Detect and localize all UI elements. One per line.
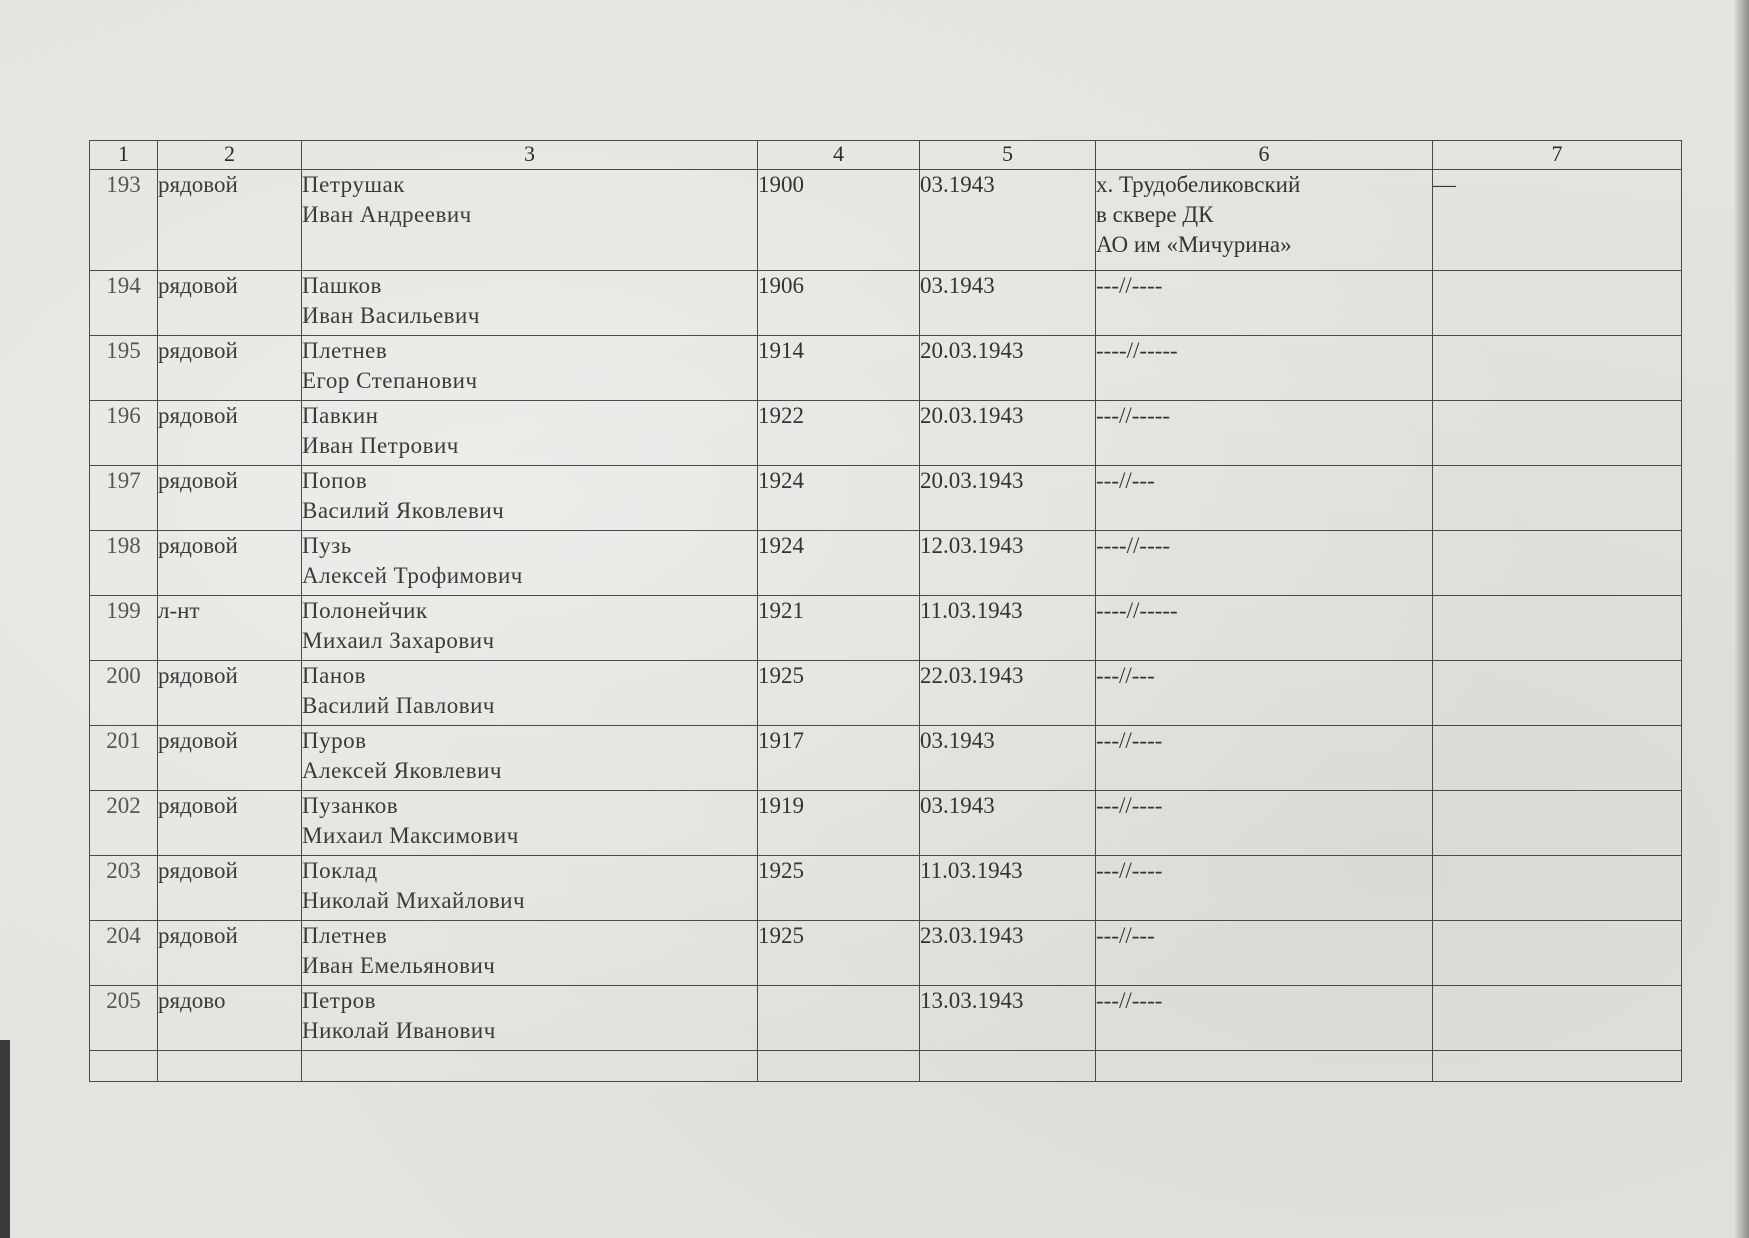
full-name	[302, 170, 758, 271]
note	[1433, 986, 1682, 1051]
birth-year: 1922	[758, 401, 920, 466]
note	[1433, 271, 1682, 336]
table-row	[90, 401, 1682, 466]
record-number: 203	[90, 856, 158, 921]
table-row	[90, 336, 1682, 401]
burial-place: ----//-----	[1096, 596, 1433, 661]
death-date: 20.03.1943	[920, 401, 1096, 466]
scan-edge-right	[1735, 0, 1749, 1238]
note	[1433, 726, 1682, 791]
record-number: 197	[90, 466, 158, 531]
birth-year: 1917	[758, 726, 920, 791]
death-date: 03.1943	[920, 791, 1096, 856]
full-name	[302, 466, 758, 531]
table-row	[90, 921, 1682, 986]
surname: Пашков	[302, 273, 382, 298]
full-name	[302, 856, 758, 921]
death-date: 03.1943	[920, 271, 1096, 336]
birth-year: 1925	[758, 856, 920, 921]
note	[1433, 596, 1682, 661]
column-header-5: 5	[920, 141, 1096, 170]
full-name	[302, 986, 758, 1051]
given-names: Николай Иванович	[302, 1018, 496, 1043]
military-rank: рядовой	[158, 401, 302, 466]
burial-place: ---//---	[1096, 466, 1433, 531]
table-row	[90, 170, 1682, 271]
burial-place: ---//----	[1096, 791, 1433, 856]
record-number: 202	[90, 791, 158, 856]
record-number: 195	[90, 336, 158, 401]
note	[1433, 661, 1682, 726]
record-number: 201	[90, 726, 158, 791]
column-header-7: 7	[1433, 141, 1682, 170]
burial-place-line: в сквере ДК	[1096, 202, 1214, 227]
record-number: 194	[90, 271, 158, 336]
given-names: Иван Андреевич	[302, 202, 472, 227]
military-rank: рядовой	[158, 661, 302, 726]
table-row	[90, 726, 1682, 791]
military-rank: рядовой	[158, 170, 302, 271]
note	[1433, 336, 1682, 401]
column-header-4: 4	[758, 141, 920, 170]
death-date: 03.1943	[920, 726, 1096, 791]
column-header-3: 3	[302, 141, 758, 170]
burial-place-line: АО им «Мичурина»	[1096, 232, 1292, 257]
surname: Петрушак	[302, 172, 405, 197]
military-rank: рядовой	[158, 336, 302, 401]
military-rank: рядовой	[158, 466, 302, 531]
burial-place: ----//-----	[1096, 336, 1433, 401]
column-header-1: 1	[90, 141, 158, 170]
surname: Петров	[302, 988, 377, 1013]
record-number: 199	[90, 596, 158, 661]
death-date: 23.03.1943	[920, 921, 1096, 986]
military-rank: рядовой	[158, 856, 302, 921]
surname: Панов	[302, 663, 366, 688]
birth-year: 1914	[758, 336, 920, 401]
death-date: 12.03.1943	[920, 531, 1096, 596]
full-name	[302, 596, 758, 661]
death-date: 03.1943	[920, 170, 1096, 271]
record-number: 196	[90, 401, 158, 466]
table-row	[90, 661, 1682, 726]
note	[1433, 466, 1682, 531]
burial-place: ---//-----	[1096, 401, 1433, 466]
table-row	[90, 271, 1682, 336]
table-row	[90, 856, 1682, 921]
birth-year: 1906	[758, 271, 920, 336]
burial-place: ---//----	[1096, 856, 1433, 921]
note	[1433, 791, 1682, 856]
military-rank: рядовой	[158, 791, 302, 856]
empty-cell	[1433, 1051, 1682, 1082]
birth-year: 1925	[758, 661, 920, 726]
military-rank: л-нт	[158, 596, 302, 661]
table-row	[90, 596, 1682, 661]
note	[1433, 921, 1682, 986]
record-number: 204	[90, 921, 158, 986]
record-number: 205	[90, 986, 158, 1051]
given-names: Алексей Трофимович	[302, 563, 523, 588]
full-name	[302, 336, 758, 401]
full-name	[302, 921, 758, 986]
empty-cell	[302, 1051, 758, 1082]
full-name	[302, 271, 758, 336]
death-date: 20.03.1943	[920, 336, 1096, 401]
record-number: 198	[90, 531, 158, 596]
given-names: Михаил Захарович	[302, 628, 495, 653]
note	[1433, 531, 1682, 596]
burial-place: ----//----	[1096, 531, 1433, 596]
empty-cell	[1096, 1051, 1433, 1082]
military-rank: рядовой	[158, 726, 302, 791]
birth-year: 1925	[758, 921, 920, 986]
table-row	[90, 791, 1682, 856]
empty-cell	[90, 1051, 158, 1082]
military-rank: рядовой	[158, 921, 302, 986]
surname: Попов	[302, 468, 368, 493]
birth-year: 1924	[758, 466, 920, 531]
given-names: Василий Яковлевич	[302, 498, 505, 523]
full-name	[302, 401, 758, 466]
surname: Пуров	[302, 728, 367, 753]
military-rank: рядовой	[158, 271, 302, 336]
burial-place: ---//----	[1096, 271, 1433, 336]
birth-year: 1924	[758, 531, 920, 596]
column-number-row	[90, 141, 1682, 170]
birth-year: 1921	[758, 596, 920, 661]
given-names: Егор Степанович	[302, 368, 478, 393]
table-row	[90, 986, 1682, 1051]
note	[1433, 856, 1682, 921]
burial-place: ---//----	[1096, 726, 1433, 791]
given-names: Иван Петрович	[302, 433, 459, 458]
burial-place	[1096, 170, 1433, 271]
column-header-2: 2	[158, 141, 302, 170]
given-names: Николай Михайлович	[302, 888, 526, 913]
given-names: Василий Павлович	[302, 693, 495, 718]
surname: Павкин	[302, 403, 379, 428]
record-number: 193	[90, 170, 158, 271]
full-name	[302, 791, 758, 856]
death-date: 11.03.1943	[920, 596, 1096, 661]
empty-cell	[920, 1051, 1096, 1082]
given-names: Михаил Максимович	[302, 823, 519, 848]
full-name	[302, 726, 758, 791]
military-rank: рядовой	[158, 531, 302, 596]
surname: Полонейчик	[302, 598, 428, 623]
given-names: Алексей Яковлевич	[302, 758, 502, 783]
note: —	[1433, 170, 1682, 271]
birth-year: 1919	[758, 791, 920, 856]
death-date: 22.03.1943	[920, 661, 1096, 726]
note	[1433, 401, 1682, 466]
surname: Пузанков	[302, 793, 399, 818]
death-date: 11.03.1943	[920, 856, 1096, 921]
surname: Плетнев	[302, 923, 388, 948]
burial-place: ---//---	[1096, 921, 1433, 986]
burial-place: ---//----	[1096, 986, 1433, 1051]
surname: Плетнев	[302, 338, 388, 363]
empty-cell	[158, 1051, 302, 1082]
given-names: Иван Васильевич	[302, 303, 480, 328]
table-row	[90, 531, 1682, 596]
birth-year	[758, 986, 920, 1051]
burial-place-line: х. Трудобеликовский	[1096, 172, 1301, 197]
death-date: 13.03.1943	[920, 986, 1096, 1051]
burial-register-table	[89, 140, 1682, 1082]
surname: Поклад	[302, 858, 378, 883]
birth-year: 1900	[758, 170, 920, 271]
empty-row	[90, 1051, 1682, 1082]
full-name	[302, 531, 758, 596]
burial-place: ---//---	[1096, 661, 1433, 726]
scan-edge-left	[0, 1040, 10, 1238]
death-date: 20.03.1943	[920, 466, 1096, 531]
column-header-6: 6	[1096, 141, 1433, 170]
record-number: 200	[90, 661, 158, 726]
full-name	[302, 661, 758, 726]
given-names: Иван Емельянович	[302, 953, 496, 978]
surname: Пузь	[302, 533, 352, 558]
military-rank: рядово	[158, 986, 302, 1051]
empty-cell	[758, 1051, 920, 1082]
table-row	[90, 466, 1682, 531]
